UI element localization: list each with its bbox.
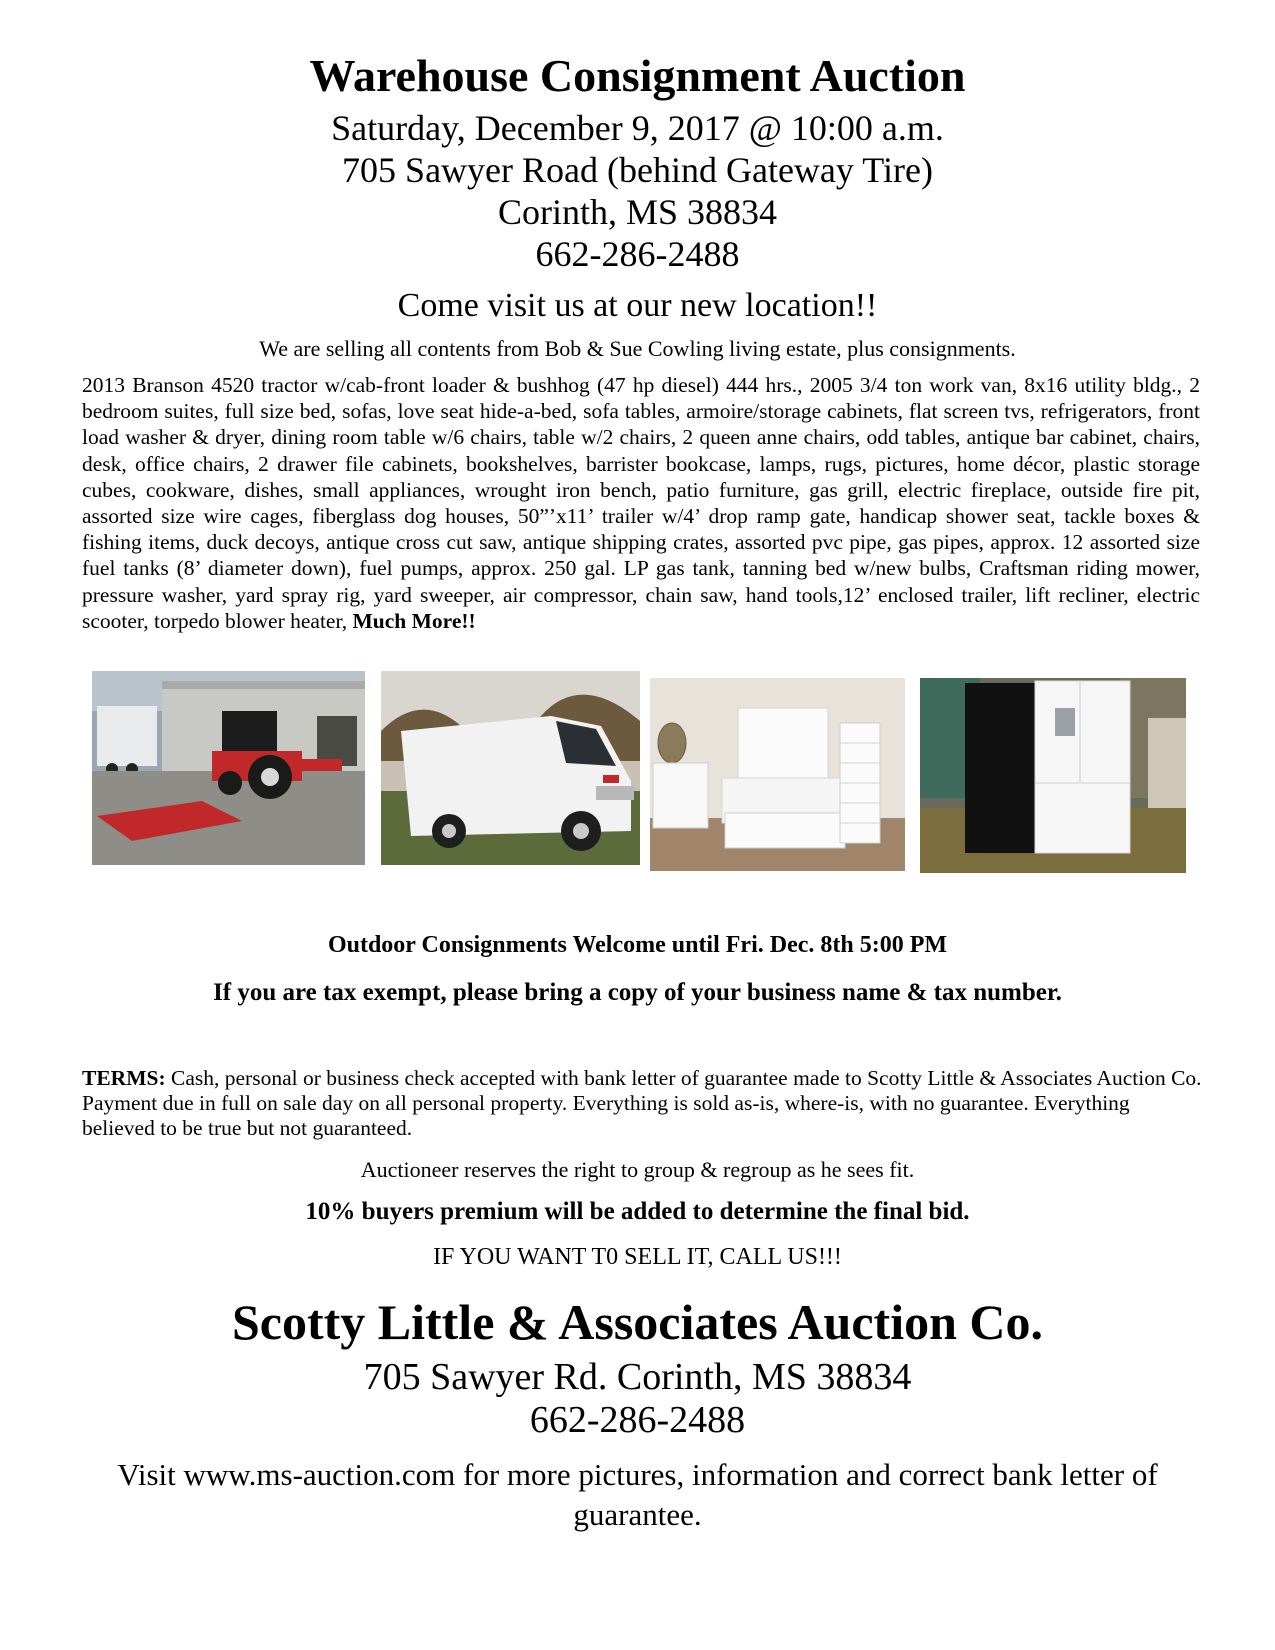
company-name: Scotty Little & Associates Auction Co.	[231, 1294, 1044, 1350]
tax-exempt-notice: If you are tax exempt, please bring a copy of your business name & tax number.	[213, 979, 1062, 1006]
items-list	[82, 372, 1200, 634]
tractor-photo	[92, 671, 365, 865]
buyers-premium-line: 10% buyers premium will be added to determine the final bid.	[305, 1198, 970, 1225]
terms-paragraph	[82, 1066, 1202, 1141]
company-address: 705 Sawyer Rd. Corinth, MS 38834	[363, 1356, 912, 1398]
company-phone: 662-286-2488	[529, 1399, 746, 1441]
auction-phone: 662-286-2488	[535, 234, 740, 274]
visit-line: Come visit us at our new location!!	[397, 287, 878, 324]
auctioneer-reserve-line: Auctioneer reserves the right to group & regroup as he sees fit.	[360, 1157, 915, 1182]
sell-call-line: IF YOU WANT T0 SELL IT, CALL US!!!	[433, 1244, 842, 1270]
auction-date: Saturday, December 9, 2017 @ 10:00 a.m.	[331, 108, 944, 148]
auction-address: 705 Sawyer Road (behind Gateway Tire)	[342, 150, 933, 190]
outdoor-consignments-notice: Outdoor Consignments Welcome until Fri. Dec. 8th 5:00 PM	[327, 932, 948, 958]
items-text: 2013 Branson 4520 tractor w/cab-front loader & bushhog (47 hp diesel) 444 hrs., 2005 3/4 ton work van, 8x16 utility bldg., 2 bedroom suites, full size bed, sofas, love seat hide-a-bed, sofa tables, armoire/storage cabinets, flat screen tvs, refrigerators, front load washer & dryer, dining room table w/6 chairs, table w/2 chairs, 2 queen anne chairs, odd tables, antique bar cabinet, chairs, desk, office chairs, 2 drawer file cabinets, bookshelves, barrister bookcase, lamps, rugs, pictures, home décor, plastic storage cubes, cookware, dishes, small appliances, wrought iron bench, patio furniture, gas grill, electric fireplace, outside fire pit, assorted size wire cages, fiberglass dog houses, 50”’x11’ trailer w/4’ drop ramp gate, handicap shower seat, tackle boxes & fishing items, duck decoys, antique cross cut saw, antique shipping crates, assorted pvc pipe, gas pipes, approx. 12 assorted size fuel tanks (8’ diameter down), fuel pumps, approx. 250 gal. LP gas tank, tanning bed w/new bulbs, Craftsman riding mower, pressure washer, yard spray rig, yard sweeper, air compressor, chain saw, hand tools,12’ enclosed trailer, lift recliner, electric scooter, torpedo blower heater,	[82, 373, 1200, 633]
items-emphasis: Much More!!	[352, 608, 476, 633]
refrigerators-photo	[920, 678, 1186, 873]
bedroom-photo	[650, 678, 905, 871]
van-photo	[381, 671, 640, 865]
page-title: Warehouse Consignment Auction	[309, 50, 966, 101]
terms-text: Cash, personal or business check accepted with bank letter of guarantee made to Scotty Little & Associates Auction Co. Payment due in full on sale day on all personal property. Everything is sold as-is, where-is, with no guarantee. Everything believed to be true but not guaranteed.	[82, 1066, 1202, 1140]
terms-label: TERMS:	[82, 1066, 166, 1090]
auction-city: Corinth, MS 38834	[497, 192, 778, 232]
website-line: Visit www.ms-auction.com for more pictures, information and correct bank letter of guarantee.	[117, 1457, 1158, 1532]
estate-line: We are selling all contents from Bob & Sue Cowling living estate, plus consignments.	[259, 336, 1016, 361]
